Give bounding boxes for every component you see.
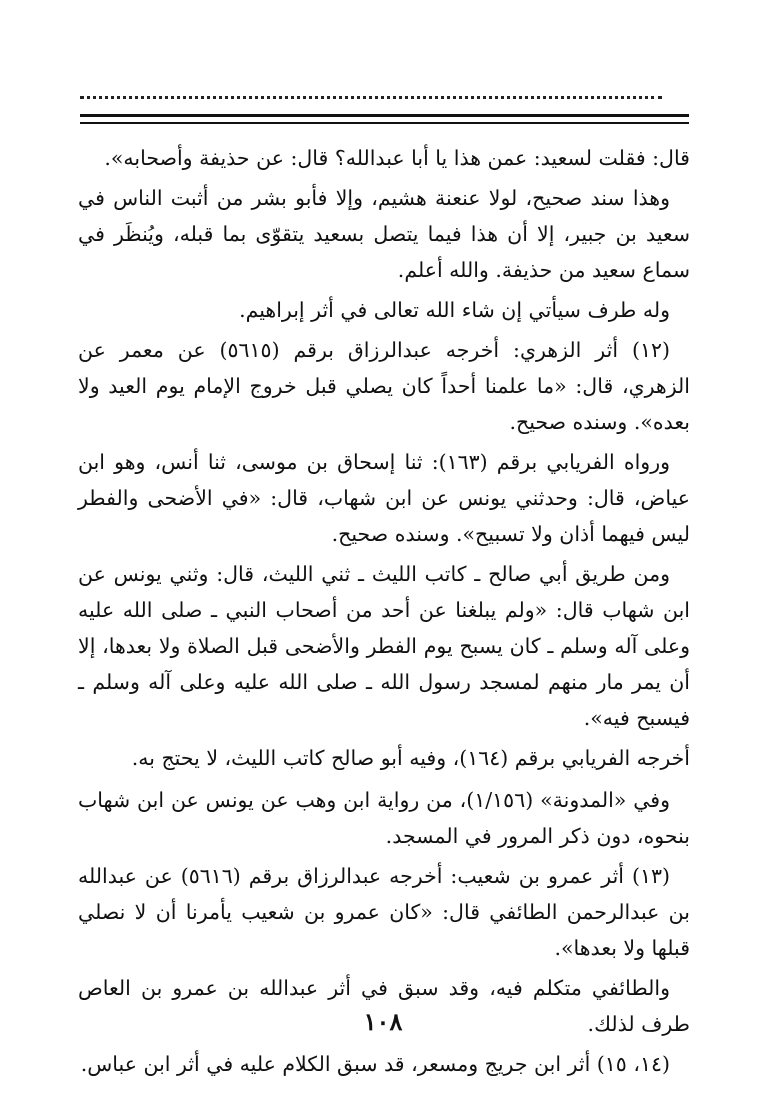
page-body xyxy=(78,140,690,1086)
paragraph: أخرجه الفريابي برقم (١٦٤)، وفيه أبو صالح كاتب الليث، لا يحتج به. xyxy=(131,746,690,770)
paragraph: وفي «المدونة» (١/١٥٦)، من رواية ابن وهب عن يونس عن ابن شهاب بنحوه، دون ذكر المرور في المسجد. xyxy=(78,788,690,848)
paragraph: ومن طريق أبي صالح ـ كاتب الليث ـ ثني الليث، قال: وثني يونس عن ابن شهاب قال: «ولم يبلغنا عن أحد من أصحاب النبي ـ صلى الله عليه وعلى آله وسلم ـ كان يسبح يوم الفطر والأضحى قبل الصلاة ولا بعدها، إلا أن يمر مار منهم لمسجد رسول الله ـ صلى الله عليه وعلى آله وسلم ـ فيسبح فيه». xyxy=(78,562,690,730)
header-rule-thick xyxy=(80,114,689,117)
paragraph: قال: فقلت لسعيد: عمن هذا يا أبا عبدالله؟ قال: عن حذيفة وأصحابه». xyxy=(104,146,690,170)
dotted-header-line xyxy=(80,86,662,99)
paragraph: (١٢) أثر الزهري: أخرجه عبدالرزاق برقم (٥٦١٥) عن معمر عن الزهري، قال: «ما علمنا أحداً كان يصلي قبل خروج الإمام يوم العيد ولا بعده». وسنده صحيح. xyxy=(78,338,690,434)
header-rule-thin xyxy=(80,122,689,124)
page-number: ١٠٨ xyxy=(363,1007,403,1036)
paragraph: وهذا سند صحيح، لولا عنعنة هشيم، وإلا فأبو بشر من أثبت الناس في سعيد بن جبير، إلا أن هذا فيما يتصل بسعيد يتقوّى بما قبله، ويُنظَر في سماع سعيد من حذيفة. والله أعلم. xyxy=(78,186,690,282)
paragraph: والطائفي متكلم فيه، وقد سبق في أثر عبدالله بن عمرو بن العاص طرف لذلك. xyxy=(78,976,690,1036)
paragraph: ورواه الفريابي برقم (١٦٣): ثنا إسحاق بن موسى، ثنا أنس، وهو ابن عياض، قال: وحدثني يونس عن ابن شهاب، قال: «في الأضحى والفطر ليس فيهما أذان ولا تسبيح». وسنده صحيح. xyxy=(78,450,690,546)
paragraph: (١٤، ١٥) أثر ابن جريج ومسعر، قد سبق الكلام عليه في أثر ابن عباس. xyxy=(80,1052,670,1076)
paragraph: (١٣) أثر عمرو بن شعيب: أخرجه عبدالرزاق برقم (٥٦١٦) عن عبدالله بن عبدالرحمن الطائفي قال: «كان عمرو بن شعيب يأمرنا أن لا نصلي قبلها ولا بعدها». xyxy=(78,864,690,960)
paragraph: وله طرف سيأتي إن شاء الله تعالى في أثر إبراهيم. xyxy=(239,298,670,322)
